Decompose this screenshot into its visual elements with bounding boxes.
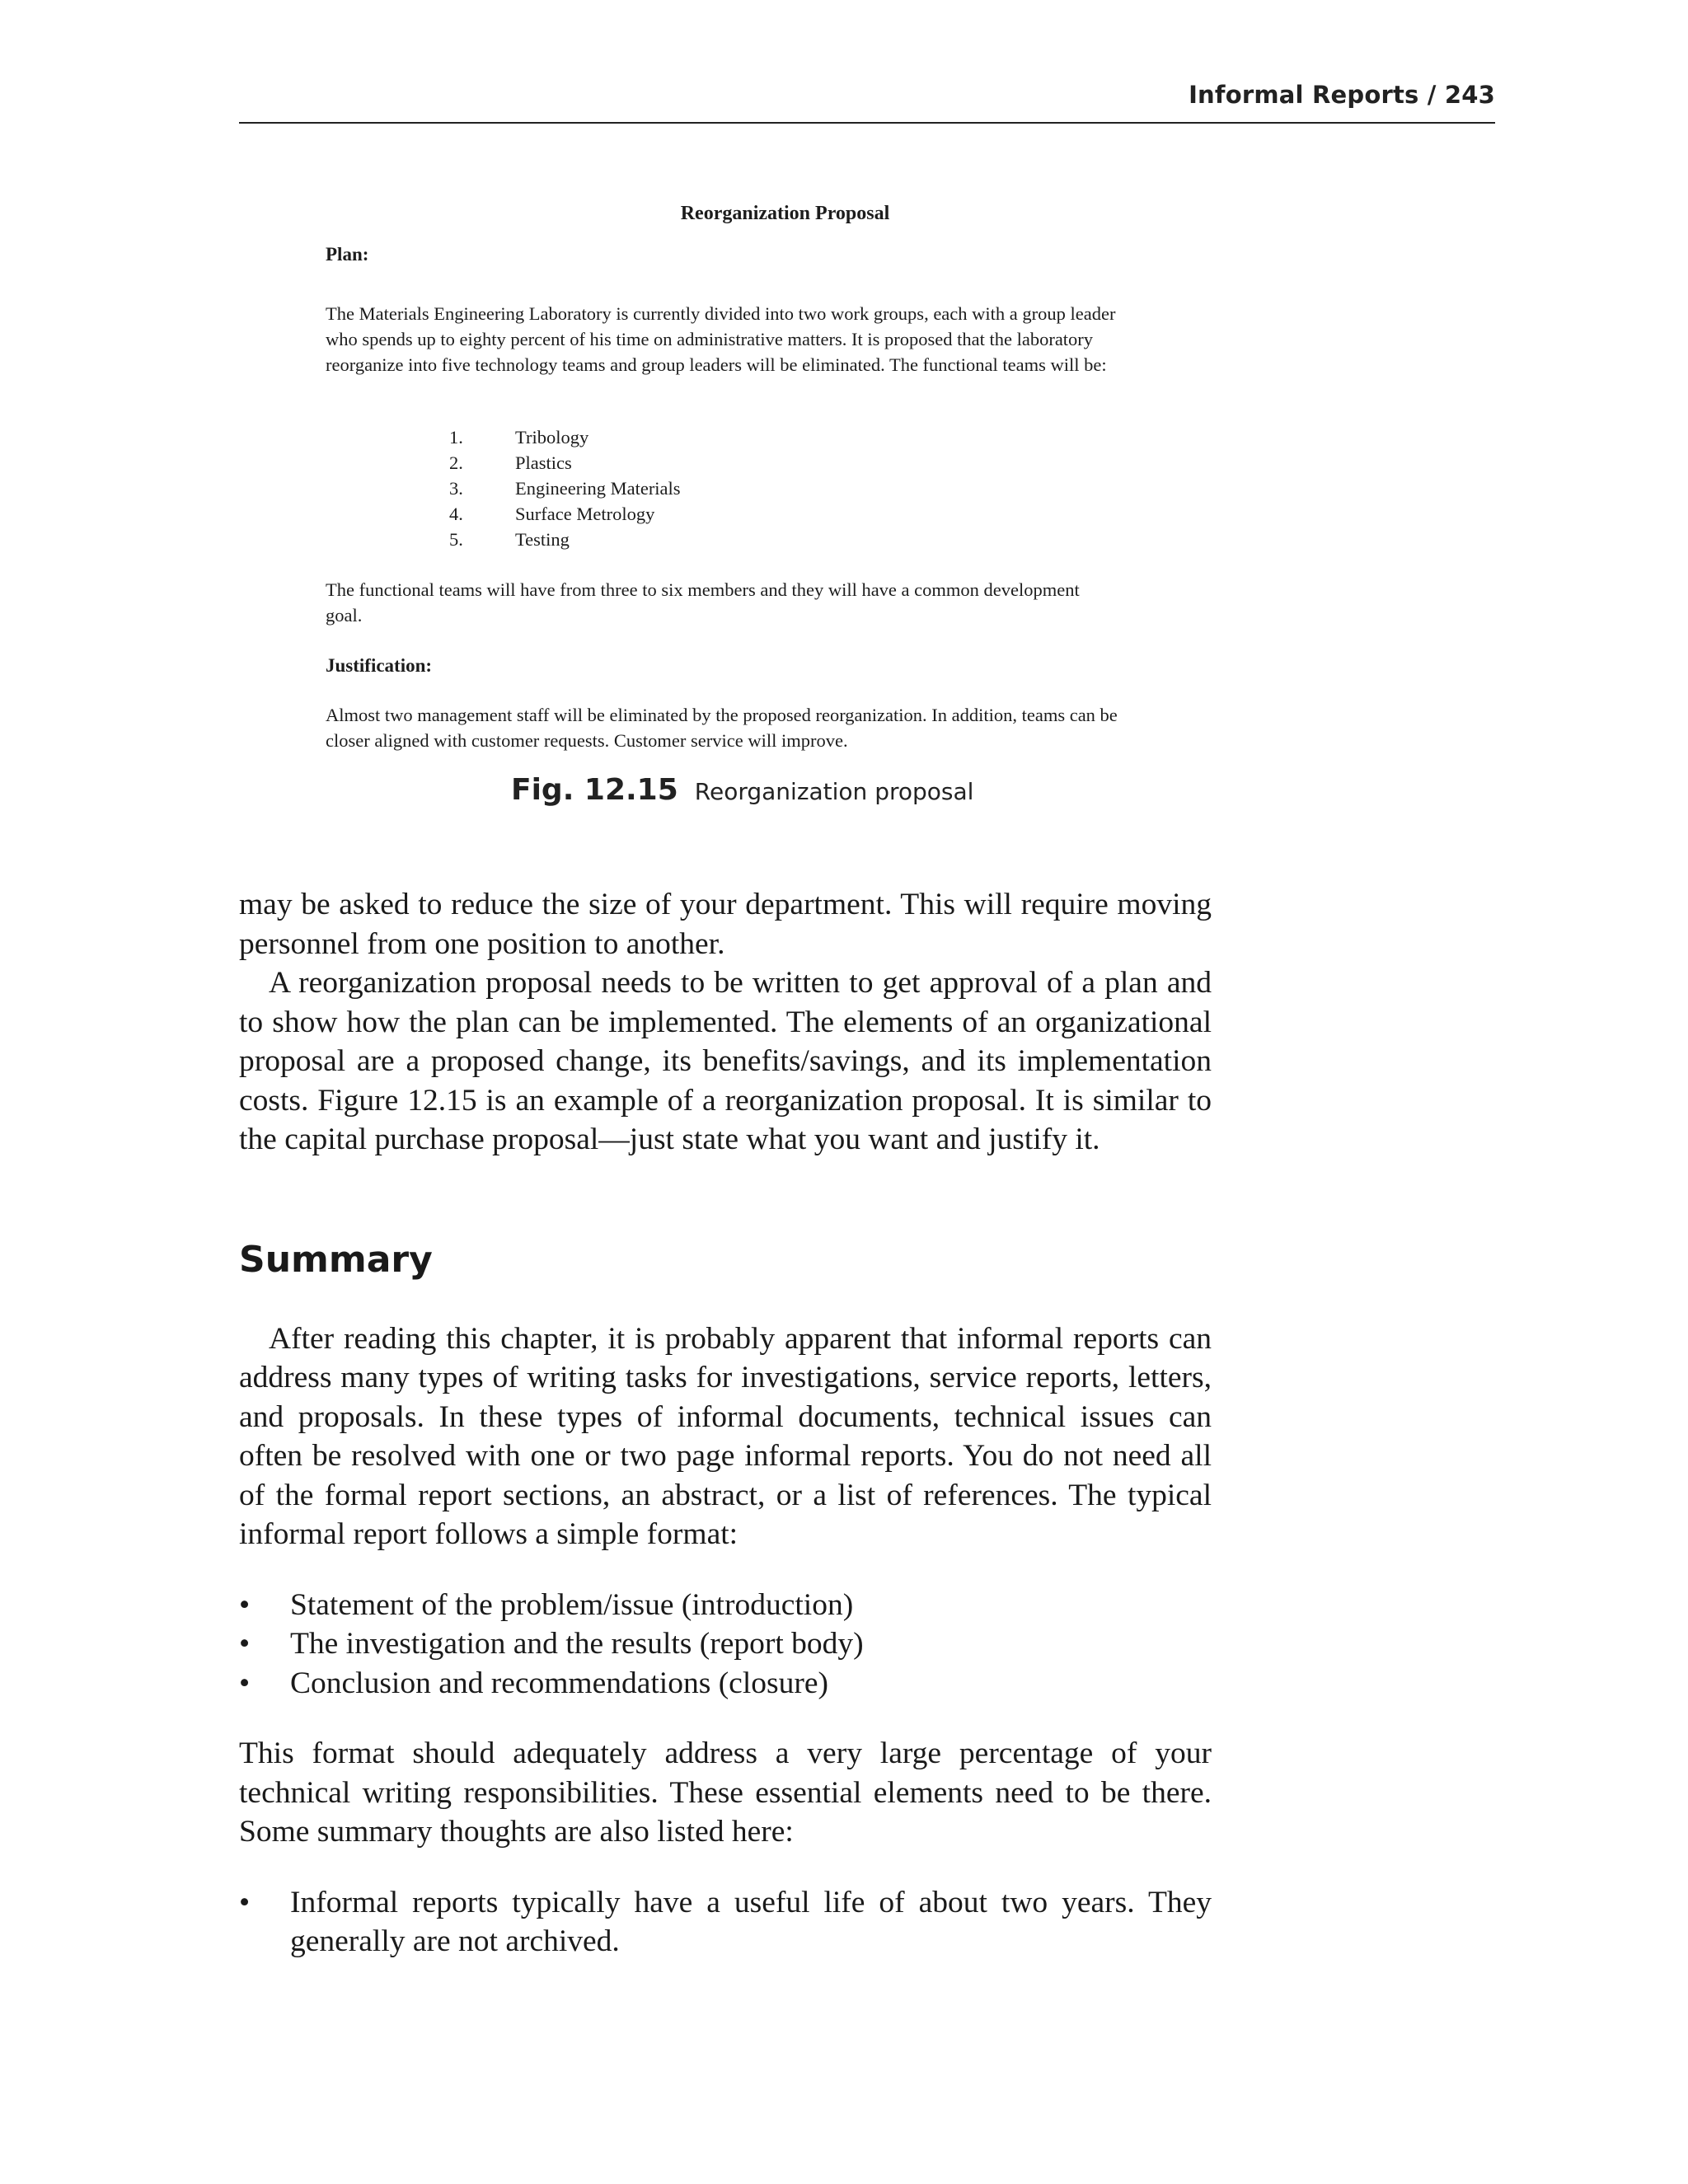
list-item: 5. Testing [449, 529, 570, 550]
thoughts-list [239, 1883, 1212, 1961]
figure-label: Fig. 12.15 [511, 773, 678, 807]
paragraph: After reading this chapter, it is probably apparent that informal reports can address many types of writing tasks for investigations, service reports, letters, and proposals. In these types of informal documents, technical issues can often be resolved with one or two page informal reports. You do not need all of the formal report sections, an abstract, or a list of references. The typical informal report follows a simple format: [239, 1321, 1212, 1551]
page-header [239, 76, 1495, 124]
memo-team-list [449, 424, 681, 552]
list-item: 2. Plastics [449, 452, 572, 473]
list-item: 3. Engineering Materials [449, 478, 681, 499]
paragraph: A reorganization proposal needs to be written to get approval of a plan and to show how the plan can be implemented. The elements of an organizational proposal are a proposed change, its benefits/savings, and its implementation costs. Figure 12.15 is an example of a reorganization proposal. It is similar to the capital purchase proposal—just state what you want and justify it. [239, 966, 1212, 1156]
spacer [239, 1554, 1212, 1586]
memo-plan-heading: Plan: [326, 244, 369, 265]
list-item: • The investigation and the results (report body) [239, 1624, 1212, 1664]
memo-teams-text: The functional teams will have from three to six members and they will have a common development goal. [326, 579, 1080, 626]
list-item: 1. Tribology [449, 427, 589, 448]
spacer [239, 1285, 1212, 1319]
figure-caption-text: Reorganization proposal [694, 778, 974, 805]
list-item: • Statement of the problem/issue (introduction) [239, 1586, 1212, 1625]
figure-caption [511, 773, 973, 807]
format-list [239, 1586, 1212, 1704]
memo-plan-text: The Materials Engineering Laboratory is currently divided into two work groups, each with a group leader who spends up to eighty percent of his time on administrative matters. It is proposed that the laboratory reorganize into five technology teams and group leaders will be eliminated. The functional teams will be: [326, 303, 1116, 375]
memo-title: Reorganization Proposal [680, 203, 890, 224]
list-item: 4. Surface Metrology [449, 504, 655, 524]
bullet-icon: • [239, 1587, 251, 1622]
paragraph: may be asked to reduce the size of your department. This will require moving personnel from one position to another. [239, 888, 1212, 961]
figure-12-15 [239, 190, 1495, 832]
spacer [239, 1852, 1212, 1883]
body-text [239, 885, 1212, 1961]
spacer [239, 1703, 1212, 1734]
running-head: Informal Reports / 243 [1189, 81, 1495, 109]
memo-justification-text: Almost two management staff will be eliminated by the proposed reorganization. In addition, teams can be closer aligned with customer requests. Customer service will improve. [326, 705, 1118, 751]
paragraph: This format should adequately address a very large percentage of your technical writing responsibilities. These essential elements need to be there. Some summary thoughts are also listed here: [239, 1736, 1212, 1849]
list-item: • Informal reports typically have a useful life of about two years. They generally are not archived. [239, 1883, 1212, 1961]
bullet-icon: • [239, 1885, 251, 1919]
spacer [239, 1160, 1212, 1235]
section-heading: Summary [239, 1238, 433, 1281]
memo-justification-heading: Justification: [326, 655, 433, 676]
bullet-icon: • [239, 1627, 251, 1661]
list-item: • Conclusion and recommendations (closure) [239, 1664, 1212, 1704]
bullet-icon: • [239, 1666, 251, 1700]
